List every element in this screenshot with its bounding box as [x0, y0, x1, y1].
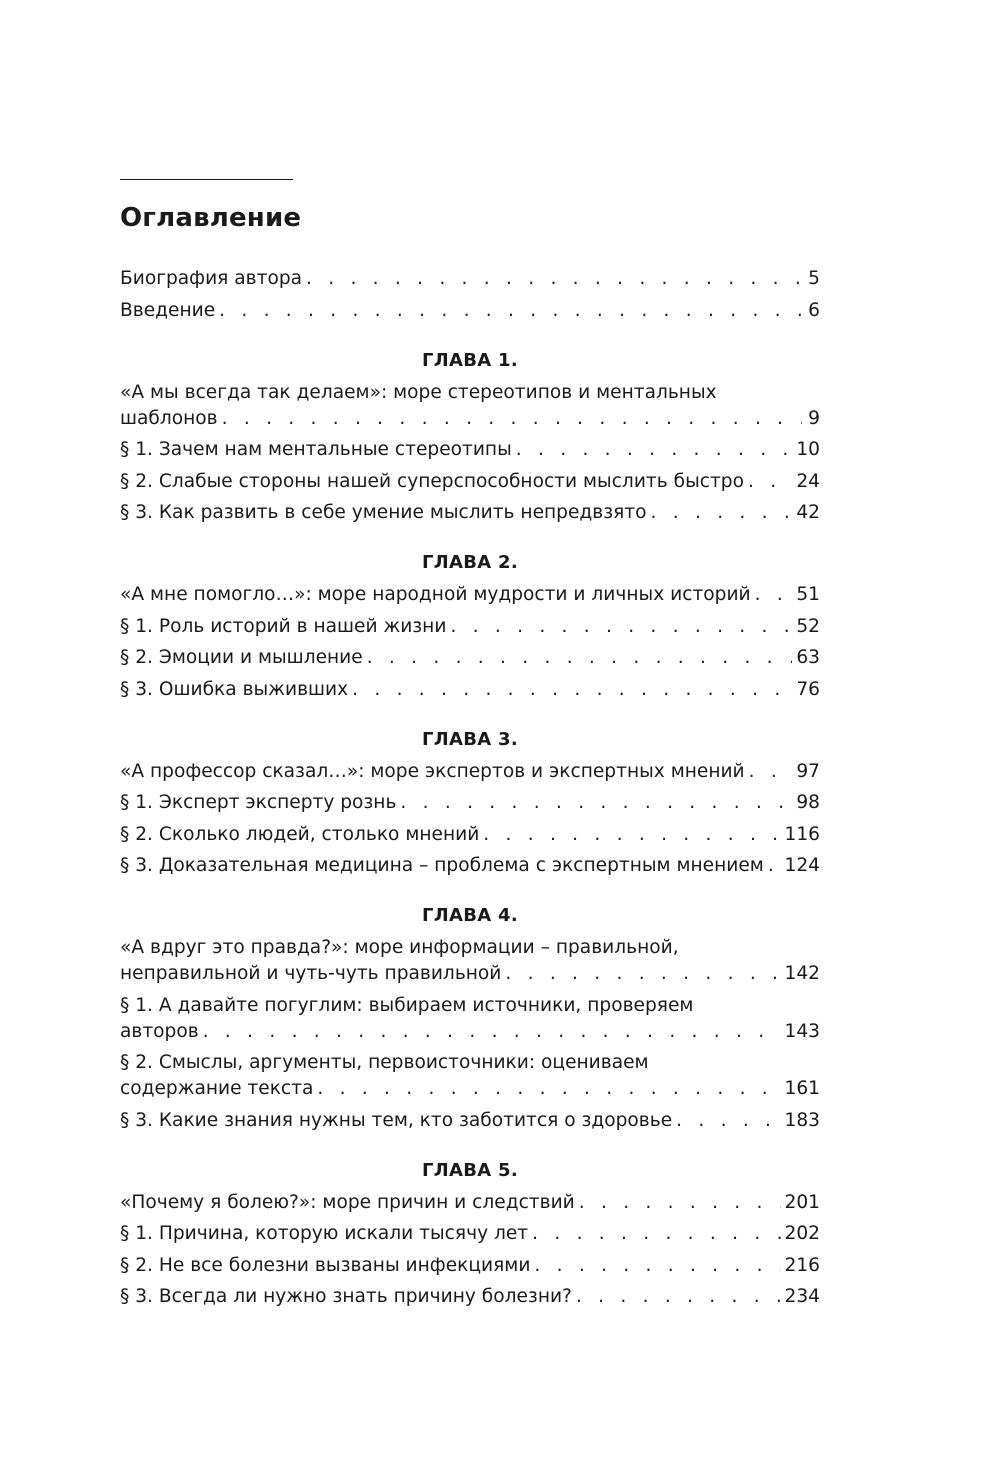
toc-entry[interactable]	[120, 935, 820, 987]
toc-entry-page: 98	[796, 792, 820, 813]
toc-entry-title: § 3. Доказательная медицина – проблема с экспертным мнением	[120, 855, 764, 876]
toc-entry-title: § 2. Эмоции и мышление	[120, 647, 363, 668]
dot-leader	[530, 1253, 780, 1279]
toc-entry-page: 116	[784, 823, 820, 845]
toc-entry-title: шаблонов	[120, 407, 218, 429]
toc-entry-page: 6	[808, 299, 820, 321]
toc-entry-page: 124	[784, 855, 820, 876]
toc-entry-page: 24	[796, 470, 820, 492]
toc-entry-title-line1: «А мы всегда так делаем»: море стереотипов и ментальных	[120, 381, 717, 403]
dot-leader	[302, 266, 802, 292]
toc-entry[interactable]	[120, 1190, 820, 1216]
toc-entry-page: 52	[796, 615, 820, 637]
dot-leader	[501, 961, 780, 987]
toc-entry[interactable]	[120, 614, 820, 640]
toc-entry[interactable]	[120, 645, 820, 671]
toc-entry-title: § 3. Какие знания нужны тем, кто заботится о здоровье	[120, 1109, 673, 1131]
dot-leader	[672, 1108, 780, 1134]
toc-entry-page: 201	[784, 1191, 820, 1213]
toc-entry-page: 5	[808, 268, 820, 289]
toc-entry-page: 9	[808, 407, 820, 429]
title-rule	[120, 179, 293, 180]
dot-leader	[313, 1076, 780, 1102]
toc-entry-title: «А мне помогло…»: море народной мудрости и личных историй	[120, 584, 751, 605]
toc-entry-biography[interactable]	[120, 266, 820, 292]
dot-leader	[199, 1019, 781, 1045]
dot-leader	[396, 790, 792, 816]
chapter-heading-3: ГЛАВА 3.	[421, 728, 519, 750]
toc-entry-title: § 2. Слабые стороны нашей суперспособности мыслить быстро	[120, 470, 744, 492]
toc-entry-title-line1: § 1. А давайте погуглим: выбираем источники, проверяем	[120, 994, 694, 1016]
toc-entry-title: § 2. Сколько людей, столько мнений	[120, 823, 480, 845]
toc-entry-page: 202	[784, 1223, 820, 1244]
toc-entry[interactable]	[120, 853, 820, 879]
toc-entry[interactable]	[120, 500, 820, 526]
toc-entry-title: § 2. Не все болезни вызваны инфекциями	[120, 1254, 531, 1276]
chapter-heading-4: ГЛАВА 4.	[421, 905, 519, 926]
dot-leader	[446, 614, 792, 640]
toc-entry-title: § 3. Всегда ли нужно знать причину болезни?	[120, 1286, 572, 1307]
toc-entry-page: 51	[796, 584, 820, 605]
toc-entry-page: 63	[796, 647, 820, 668]
toc-entry[interactable]	[120, 1108, 820, 1134]
toc-entry-title-line1: «А вдруг это правда?»: море информации – правильной,	[120, 937, 679, 958]
dot-leader	[647, 500, 793, 526]
page-title: Оглавление	[120, 203, 302, 233]
toc-entry-title: § 3. Ошибка выживших	[120, 678, 349, 700]
toc-entry-page: 142	[784, 963, 820, 984]
toc-entry-page: 10	[796, 439, 820, 460]
toc-entry-title: авторов	[120, 1020, 199, 1042]
toc-entry[interactable]	[120, 1050, 820, 1102]
toc-entry[interactable]	[120, 993, 820, 1045]
toc-entry[interactable]	[120, 380, 820, 432]
toc-entry-title: содержание текста	[120, 1078, 314, 1099]
toc-entry-title: Введение	[120, 299, 216, 321]
dot-leader	[363, 645, 793, 671]
dot-leader	[215, 298, 802, 324]
toc-entry[interactable]	[120, 469, 820, 495]
toc-entry[interactable]	[120, 1253, 820, 1279]
toc-entry-title: Биография автора	[120, 268, 303, 289]
toc-entry-page: 76	[796, 678, 820, 700]
toc-entry-title-line1: § 2. Смыслы, аргументы, первоисточники: оцениваем	[120, 1052, 649, 1073]
table-of-contents	[120, 266, 820, 1316]
chapter-heading-1: ГЛАВА 1.	[421, 349, 519, 371]
toc-entry-page: 97	[796, 760, 820, 782]
toc-entry[interactable]	[120, 582, 820, 608]
chapter-heading-5: ГЛАВА 5.	[421, 1159, 519, 1181]
dot-leader	[528, 1221, 780, 1247]
dot-leader	[745, 759, 793, 785]
toc-entry-title: § 1. Эксперт эксперту рознь	[120, 792, 397, 813]
toc-entry-page: 183	[784, 1109, 820, 1131]
toc-entry[interactable]	[120, 759, 820, 785]
toc-entry[interactable]	[120, 790, 820, 816]
toc-entry-page: 42	[796, 502, 820, 523]
toc-entry[interactable]	[120, 1221, 820, 1247]
toc-entry-title: неправильной и чуть-чуть правильной	[120, 963, 502, 984]
toc-entry-introduction[interactable]	[120, 298, 820, 324]
dot-leader	[348, 677, 792, 703]
toc-entry-page: 216	[784, 1254, 820, 1276]
toc-entry[interactable]	[120, 1284, 820, 1310]
toc-entry-title: § 3. Как развить в себе умение мыслить непредвзято	[120, 502, 647, 523]
dot-leader	[572, 1284, 781, 1310]
toc-entry-page: 161	[784, 1078, 820, 1099]
dot-leader	[218, 406, 802, 432]
toc-entry-title: § 1. Причина, которую искали тысячу лет	[120, 1223, 529, 1244]
toc-entry[interactable]	[120, 677, 820, 703]
toc-entry-page: 234	[784, 1286, 820, 1307]
toc-entry-title: «А профессор сказал…»: море экспертов и экспертных мнений	[120, 760, 745, 782]
dot-leader	[479, 822, 780, 848]
dot-leader	[751, 582, 793, 608]
chapter-heading-2: ГЛАВА 2.	[421, 552, 519, 573]
toc-entry-page: 143	[784, 1020, 820, 1042]
toc-entry-title: «Почему я болею?»: море причин и следствий	[120, 1191, 575, 1213]
dot-leader	[744, 469, 792, 495]
toc-entry[interactable]	[120, 437, 820, 463]
toc-entry-title: § 1. Зачем нам ментальные стереотипы	[120, 439, 512, 460]
dot-leader	[575, 1190, 781, 1216]
toc-entry[interactable]	[120, 822, 820, 848]
dot-leader	[764, 853, 781, 879]
toc-entry-title: § 1. Роль историй в нашей жизни	[120, 615, 447, 637]
dot-leader	[512, 437, 793, 463]
